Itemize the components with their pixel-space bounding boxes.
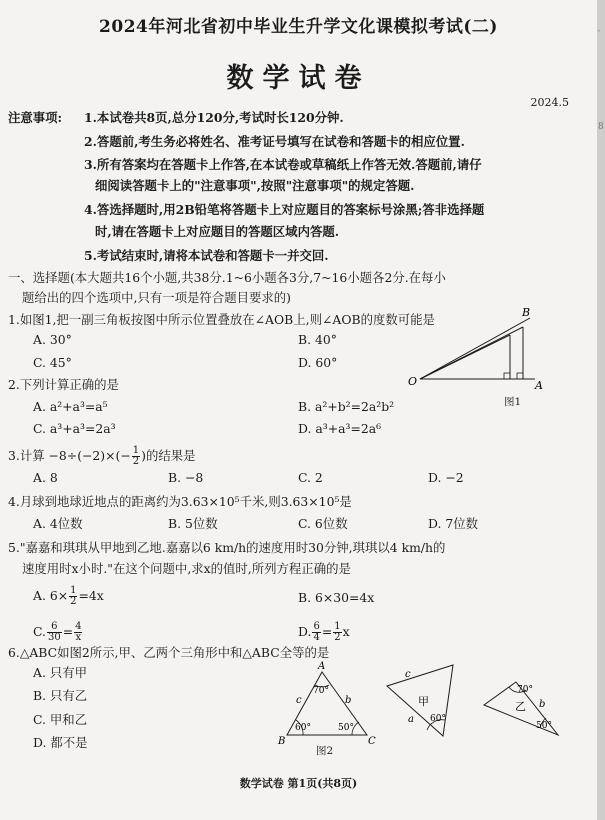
q1-option-b: B. 40° — [298, 332, 337, 347]
question-6-stem: 6.△ABC如图2所示,甲、乙两个三角形中和△ABC全等的是 — [8, 645, 330, 660]
angle-label: 50° — [338, 723, 354, 733]
edge-mark: ′ — [598, 30, 601, 40]
question-2-stem: 2.下列计算正确的是 — [8, 377, 119, 392]
triangle-jia-label: 甲 — [418, 695, 429, 708]
label-o: O — [408, 375, 418, 388]
question-5-stem: 速度用时x小时."在这个问题中,求x的值时,所列方程正确的是 — [22, 561, 351, 576]
q5-option-b: B. 6×30=4x — [298, 590, 375, 605]
notice-item: 3.所有答案均在答题卡上作答,在本试卷或草稿纸上作答无效.答题前,请仔 — [84, 157, 482, 172]
figure-2-caption: 图2 — [316, 745, 334, 757]
denominator: 4 — [313, 632, 320, 643]
fraction — [47, 622, 62, 643]
q5-d-text: D. — [298, 624, 312, 639]
q2-option-b: B. a²+b²=2a²b² — [298, 399, 395, 414]
figure-1-caption: 图1 — [504, 396, 522, 408]
exam-date: 2024.5 — [530, 96, 569, 109]
figure-1 — [395, 303, 545, 408]
q5-option-c — [33, 622, 83, 643]
fraction — [333, 622, 341, 643]
side-label: c — [405, 669, 411, 680]
q4-option-d: D. 7位数 — [428, 516, 479, 531]
triangle-yi-label: 乙 — [515, 700, 526, 713]
denominator: 30 — [47, 632, 61, 643]
side-label: a — [408, 714, 414, 725]
triangle-edge — [420, 335, 510, 379]
side-label: b — [539, 699, 546, 710]
page-footer: 数学试卷 第1页(共8页) — [239, 777, 358, 790]
q4-option-a: A. 4位数 — [33, 516, 83, 531]
vertex-a: A — [318, 661, 326, 672]
denominator: 2 — [70, 596, 77, 607]
notice-item: 细阅读答题卡上的"注意事项",按照"注意事项"的规定答题. — [95, 178, 415, 193]
numerator: 4 — [75, 621, 82, 632]
q5-c-text: C. — [33, 624, 46, 639]
fraction — [74, 622, 82, 643]
q3-option-b: B. −8 — [168, 470, 204, 485]
q5-d-text: = — [321, 624, 333, 639]
numerator: 1 — [334, 621, 341, 632]
notice-item: 1.本试卷共8页,总分120分,考试时长120分钟. — [84, 110, 344, 125]
notice-label: 注意事项: — [8, 110, 63, 125]
q2-option-a: A. a²+a³=a⁵ — [33, 399, 108, 414]
q5-a-text: =4x — [78, 588, 104, 603]
fraction — [69, 586, 77, 607]
notice-item: 时,请在答题卡上对应题目的答题区域内答题. — [95, 224, 340, 239]
notice-item: 2.答题前,考生务必将姓名、准考证号填写在试卷和答题卡的相应位置. — [84, 134, 465, 149]
figure-2 — [275, 658, 585, 754]
label-b: B — [522, 306, 531, 319]
exam-title: 2024年河北省初中毕业生升学文化课模拟考试(二) — [99, 17, 498, 37]
q2-option-d: D. a³+a³=2a⁶ — [298, 421, 382, 436]
question-4-stem: 4.月球到地球近地点的距离约为3.63×10⁵千米,则3.63×10⁵是 — [8, 494, 352, 509]
right-angle-mark — [504, 373, 510, 379]
q5-option-a — [33, 586, 104, 607]
q1-option-a: A. 30° — [33, 332, 72, 347]
question-3-stem — [8, 446, 196, 467]
notice-item: 5.考试结束时,请将本试卷和答题卡一并交回. — [84, 248, 329, 263]
section-heading: 题给出的四个选项中,只有一项是符合题目要求的) — [22, 290, 291, 305]
q6-option-d: D. 都不是 — [33, 735, 88, 750]
numerator: 1 — [70, 585, 77, 596]
q2-option-c: C. a³+a³=2a³ — [33, 421, 116, 436]
angle-label: 60° — [430, 714, 446, 724]
section-heading: 一、选择题(本大题共16个小题,共38分.1~6小题各3分,7~16小题各2分.在每小 — [8, 270, 446, 285]
side-label: c — [296, 695, 302, 706]
question-5-stem: 5."嘉嘉和琪琪从甲地到乙地.嘉嘉以6 km/h的速度用时30分钟,琪琪以4 km/h的 — [8, 540, 446, 555]
side-label: b — [345, 695, 352, 706]
label-a: A — [535, 379, 543, 392]
q3-stem-text: 3.计算 −8÷(−2)×(− — [8, 448, 131, 463]
q3-option-a: A. 8 — [33, 470, 58, 485]
denominator: x — [75, 632, 82, 643]
vertex-b: B — [278, 736, 286, 747]
q1-option-c: C. 45° — [33, 355, 72, 370]
q6-option-a: A. 只有甲 — [33, 665, 87, 680]
q3-option-c: C. 2 — [298, 470, 323, 485]
q5-c-text: = — [62, 624, 74, 639]
question-1-stem: 1.如图1,把一副三角板按图中所示位置叠放在∠AOB上,则∠AOB的度数可能是 — [8, 312, 435, 327]
notice-item: 4.答选择题时,用2B铅笔将答题卡上对应题目的答案标号涂黑;答非选择题 — [84, 202, 485, 217]
q6-option-b: B. 只有乙 — [33, 688, 88, 703]
ray-ob — [420, 318, 530, 379]
q5-a-text: A. 6× — [33, 588, 69, 603]
vertex-c: C — [368, 736, 376, 747]
fraction — [312, 622, 320, 643]
numerator: 1 — [132, 445, 140, 456]
q1-option-d: D. 60° — [298, 355, 338, 370]
edge-mark: 8 — [598, 122, 604, 132]
paper-title: 数学试卷 — [226, 63, 371, 94]
angle-label: 60° — [295, 723, 311, 733]
numerator: 6 — [313, 621, 320, 632]
angle-label: 70° — [517, 685, 533, 695]
fraction — [132, 446, 140, 467]
q4-option-b: B. 5位数 — [168, 516, 218, 531]
q6-option-c: C. 甲和乙 — [33, 712, 88, 727]
numerator: 6 — [47, 622, 62, 633]
denominator: 2 — [132, 456, 140, 467]
denominator: 2 — [334, 632, 341, 643]
q4-option-c: C. 6位数 — [298, 516, 348, 531]
angle-label: 50° — [536, 721, 552, 731]
q3-option-d: D. −2 — [428, 470, 464, 485]
q5-d-text: x — [342, 624, 350, 639]
q5-option-d — [298, 622, 350, 643]
angle-label: 70° — [313, 686, 329, 696]
q3-stem-text: )的结果是 — [141, 448, 196, 463]
right-angle-mark — [517, 373, 523, 379]
